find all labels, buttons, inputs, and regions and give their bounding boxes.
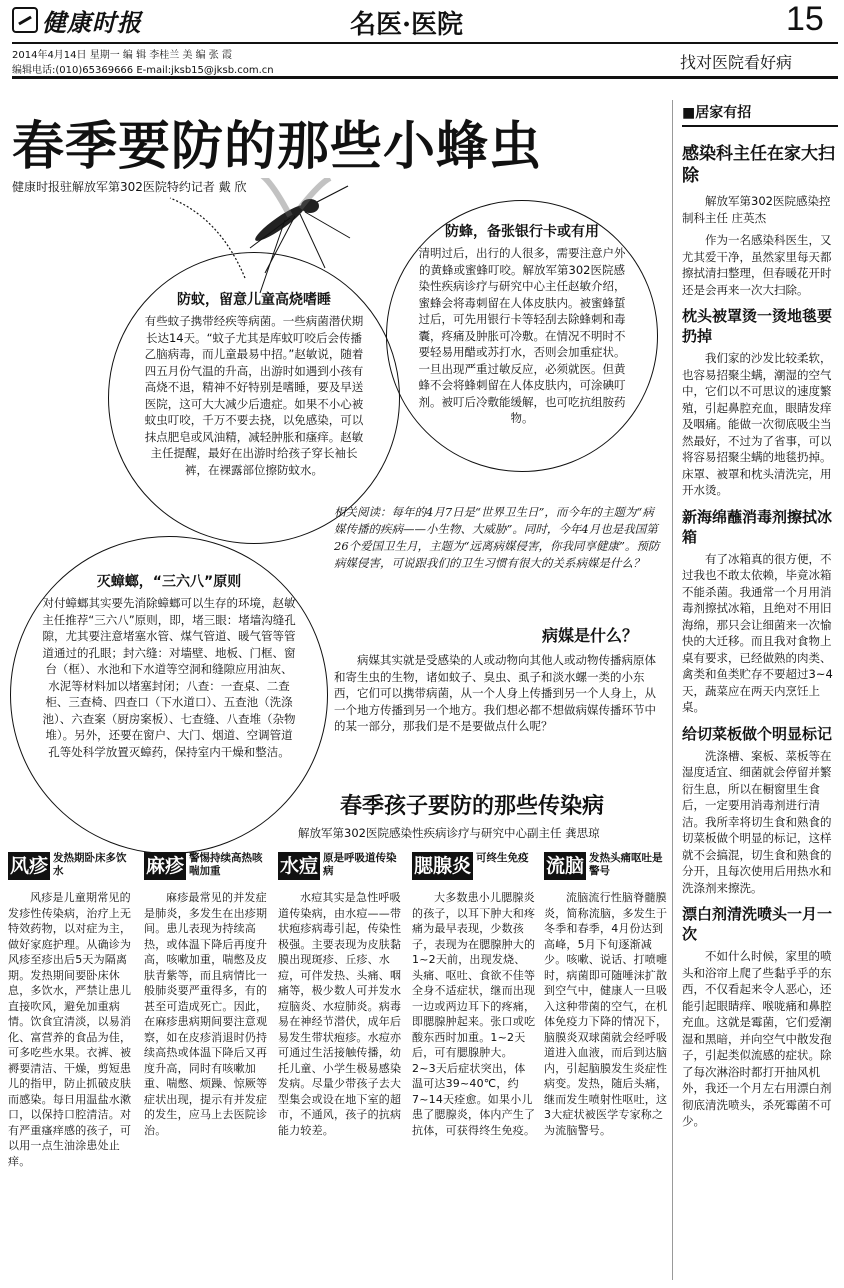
column-section-body: 洗涤槽、案板、菜板等在湿度适宜、细菌就会停留并繁衍生息，所以在橱窗里生食后，一定要用消毒剂进行清洁。我所幸将切生食和熟食的切菜板做个明显的标记，这样就不会搞混，切生食和熟食的分开，且每次使用后用热水和洗涤剂来擦洗。 <box>682 748 832 895</box>
sub-byline: 解放军第302医院感染性疾病诊疗与研究中心副主任 龚思琼 <box>298 826 600 840</box>
column-section-body: 我们家的沙发比较柔软，也容易招聚尘螨，潮湿的空气中，它们以不可思议的速度繁殖，引起鼻腔充血，眼睛发痒及咽痛。能做一次彻底吸尘当然最好，不过为了省事，可以将容易招聚尘螨的地毯扔掉。床罩、被罩和枕头清洗完，用开水烫。 <box>682 351 832 497</box>
main-byline: 健康时报驻解放军第302医院特约记者 戴 欣 <box>12 180 247 194</box>
disease-tag: 发热头痛呕吐是警号 <box>589 852 663 877</box>
disease-body: 水痘其实是急性呼吸道传染病，由水痘——带状疱疹病毒引起，传染性极强。主要表现为皮肤黏膜出现斑疹、丘疹、水痘，可伴发热、头痛、咽痛等，极少数人可并发水痘脑炎、水痘肺炎。病毒易在神经节潜伏，成年后易发生带状疱疹。水痘亦可通过生活接触传播，幼托儿童、小学生极易感染发病。尽量少带孩子去大型集会或设在地下室的超市，不通风，孩子的抗病能力较差。 <box>278 891 402 1137</box>
date-editor-line: 2014年4月14日 星期一 编 辑 李桂兰 美 编 张 霞 <box>12 50 232 61</box>
circle-title: 防蜂，备张银行卡或有用 <box>445 224 599 240</box>
column-intro: 作为一名感染科医生，又尤其爱干净，虽然家里每天都擦拭清扫整理，但春暖花开时还是会再来一次大扫除。 <box>682 233 832 297</box>
column-section-body: 不如什么时候，家里的喷头和浴帘上爬了些黏乎乎的东西，不仅看起来令人恶心，还能引起眼睛痒、喉咙痛和鼻腔充血。这就是霉菌，它们爱潮湿和黑暗，并向空气中散发孢子，引起类似流感的症状。除了每次淋浴时都打开抽风机外，我还一个月左右用漂白剂彻底清洗喷头，杀死霉菌不可少。 <box>682 949 832 1128</box>
disease-name: 麻疹 <box>144 852 186 880</box>
contact-line: 编辑电话:(010)65369666 E-mail:jksb15@jksb.com.cn <box>12 65 274 76</box>
cockroach-prevention-circle <box>10 536 328 854</box>
circle-body: 有些蚊子携带经疾等病菌。一些病菌潜伏期长达14天。“蚊子尤其是库蚊叮咬后会传播乙脑病毒，而儿童最易中招。”赵敏说，随着四五月份气温的升高，出游时如遇到小孩有高烧不退，精神不好特别是嗜睡，要及早送医院，这可大大减少后遗症。如果不小心被蚊虫叮咬，千万不要去挠，以免感染，可以抹点肥皂或风油精，减轻肿胀和瘙痒。赵敏主任提醒，最好在出游时给孩子穿长袖长裤，在裸露部位擦防蚊水。 <box>144 314 364 477</box>
disease-body: 风疹是儿童期常见的发疹性传染病，治疗上无特效药物，以对症为主，做好家庭护理。从确诊为风疹至疹出后5天为隔离期。发热期间要卧床休息，多饮水，严禁让患儿直接吹风，避免加重病情。饮食宜清淡，以易消化、富营养的食品为佳，可多吃些水果。衣裤、被褥要清洁、干燥，剪短患儿的指甲，防止抓破皮肤而感染。每日用温盐水漱口，以保持口腔清洁。对有严重瘙痒感的孩子，可以用一点生油涂患处止痒。 <box>8 891 132 1168</box>
related-reading: 相关阅读：每年的4月7日是“世界卫生日”，而今年的主题为“病媒传播的疾病——小生物、大威胁”。同时，今年4月也是我国第26个爱国卫生月，主题为“远离病媒侵害，你我同享健康”。预防病媒侵害，可说跟我们的卫生习惯有很大的关系病媒是什么？ <box>334 505 660 570</box>
column-section-title: 给切菜板做个明显标记 <box>682 724 833 743</box>
column-section-title: 枕头被罩烫一烫地毯要扔掉 <box>682 307 833 345</box>
header-thick-rule <box>12 76 838 79</box>
circle-title: 防蚊，留意儿童高烧嗜睡 <box>177 292 331 308</box>
disease-tag: 发热期卧床多饮水 <box>53 852 127 877</box>
column-author: 解放军第302医院感染控制科主任 庄英杰 <box>682 194 831 225</box>
disease-name: 腮腺炎 <box>412 852 473 880</box>
logo-text: 健康时报 <box>42 7 142 37</box>
main-headline: 春季要防的那些小蜂虫 <box>12 116 543 177</box>
logo-mark-icon <box>12 7 38 33</box>
disease-body: 麻疹最常见的并发症是肺炎，多发生在出疹期间。患儿表现为持续高热，或体温下降后再度升高，咳嗽加重，喘憋及皮肤青紫等，而且病情比一般肺炎要严重得多，有的甚至可造成死亡。因此，在麻疹患病期间要注意观察，如在皮疹消退时仍持续高热或体温下降后又再度升高，同时有咳嗽加重、喘憋、烦躁、惊厥等症状出现，提示有并发症的发生，应马上去医院诊治。 <box>144 891 268 1137</box>
disease-tag: 可终生免疫 <box>476 852 529 864</box>
disease-name: 风疹 <box>8 852 50 880</box>
mosquito-prevention-circle <box>108 252 400 544</box>
sub-headline: 春季孩子要防的那些传染病 <box>340 793 605 819</box>
disease-tag: 警惕持续高热咳喘加重 <box>189 852 263 877</box>
disease-column-measles <box>144 852 268 1138</box>
column-main-title: 感染科主任在家大扫除 <box>682 144 835 186</box>
right-column <box>682 102 838 1130</box>
column-tag: ■居家有招 <box>682 102 838 127</box>
column-section-title: 新海绵蘸消毒剂擦拭冰箱 <box>682 507 833 546</box>
disease-column-rubella <box>8 852 132 1169</box>
bee-prevention-circle <box>386 200 658 472</box>
column-section-title: 漂白剂清洗喷头一月一次 <box>682 905 833 943</box>
disease-column-mumps <box>412 852 536 1138</box>
section-title: 名医·医院 <box>350 10 464 40</box>
circle-body: 清明过后，出行的人很多，需要注意户外的黄蜂或蜜蜂叮咬。解放军第302医院感染性疾病诊疗与研究中心主任赵敏介绍，蜜蜂会将毒刺留在人体皮肤内。被蜜蜂蜇过后，可先用银行卡等轻刮去除蜂刺和毒囊，疼痛及肿胀可冷敷。在情况不明时不要轻易用醋或苏打水，否则会加重症状。一旦出现严重过敏反应，必须就医。但黄蜂不会将蜂刺留在人体皮肤内，可涂碘叮剂。被叮后冷敷能缓解，也可吃抗组胺药物。 <box>418 246 626 425</box>
disease-body: 大多数患小儿腮腺炎的孩子，以耳下肿大和疼痛为最早表现，少数孩子，表现为在腮腺肿大的1~2天前，出现发烧、头痛、呕吐、食欲不佳等全身不适症状，继而出现一边或两边耳下的疼痛，即腮腺肿起来。张口或吃酸东西时加重。1~2天后，可有腮腺肿大。2~3天后症状突出，体温可达39~40℃，约7~14天痊愈。如果小儿患了腮腺炎，体内产生了抗体，可获得终生免疫。 <box>412 891 536 1137</box>
header-rule <box>12 42 838 44</box>
vector-question-body: 病媒其实就是受感染的人或动物向其他人或动物传播病原体和寄生虫的生物，诸如蚊子、臭虫、虱子和淡水螺一类的小东西，它们可以携带病菌，从一个人身上传播到另一个人身上，从一个地方传播到另一个地方。我们想必都不想做病媒传播环节中的某一部分，那我们是不是要做点什么呢？ <box>334 653 656 733</box>
page-number: 15 <box>786 0 824 38</box>
disease-body: 流脑流行性脑脊髓膜炎，简称流脑，多发生于冬季和春季，4月份达到高峰，5月下旬逐渐减少。咳嗽、说话、打喷嚏时，病菌即可随唾沫扩散到空气中，健康人一旦吸入这种带菌的空气，在机体免疫力下降的情况下，脑膜炎双球菌就会经呼吸道进入血液，而后到达脑内，引起脑膜发生炎症性病变。发热，随后头痛，继而发生喷射性呕吐，这3大症状被医学专家称之为流脑警号。 <box>544 891 668 1137</box>
column-divider <box>672 100 673 1280</box>
disease-tag: 原是呼吸道传染病 <box>323 852 397 877</box>
section-slogan: 找对医院看好病 <box>680 53 793 72</box>
newspaper-logo <box>12 2 142 38</box>
disease-name: 流脑 <box>544 852 586 880</box>
column-section-body: 有了冰箱真的很方便，不过我也不敢太依赖，毕竟冰箱不能杀菌。我通常一个月用消毒剂擦拭冰箱，且绝对不用旧海绵，那只会让细菌来一次愉快的大迁移。而且我对食物上桌有要求，已经做熟的肉类、禽类和鱼类贮存不要超过3~4天，蔬菜应在两天内烹饪上桌。 <box>682 551 833 714</box>
disease-column-meningitis <box>544 852 668 1138</box>
vector-question-title: 病媒是什么？ <box>542 626 639 645</box>
disease-column-chickenpox <box>278 852 402 1138</box>
disease-name: 水痘 <box>278 852 320 880</box>
circle-title: 灭蟑螂，“三六八”原则 <box>96 574 242 590</box>
circle-body: 对付蟑螂其实要先消除蟑螂可以生存的环境，赵敏主任推荐“三六八”原则，即，堵三眼：堵墙沟缝孔隙，尤其要注意堵塞水管、煤气管道、暖气管等管道通过的孔眼；封六缝：对墙壁、地板、门框、窗台（框）、水池和下水道等空洞和缝隙应用油灰、水泥等材料加以堵塞封闭；八查：一查桌、二查柜、三查椅、四查口（下水道口）、五查池（洗涤池）、六查案（厨房案板）、七查缝、八查堆（杂物堆）。另外，还要在窗户、大门、烟道、空调管道孔等处科学放置灭蟑药，保持室内干燥和整洁。 <box>42 596 296 759</box>
